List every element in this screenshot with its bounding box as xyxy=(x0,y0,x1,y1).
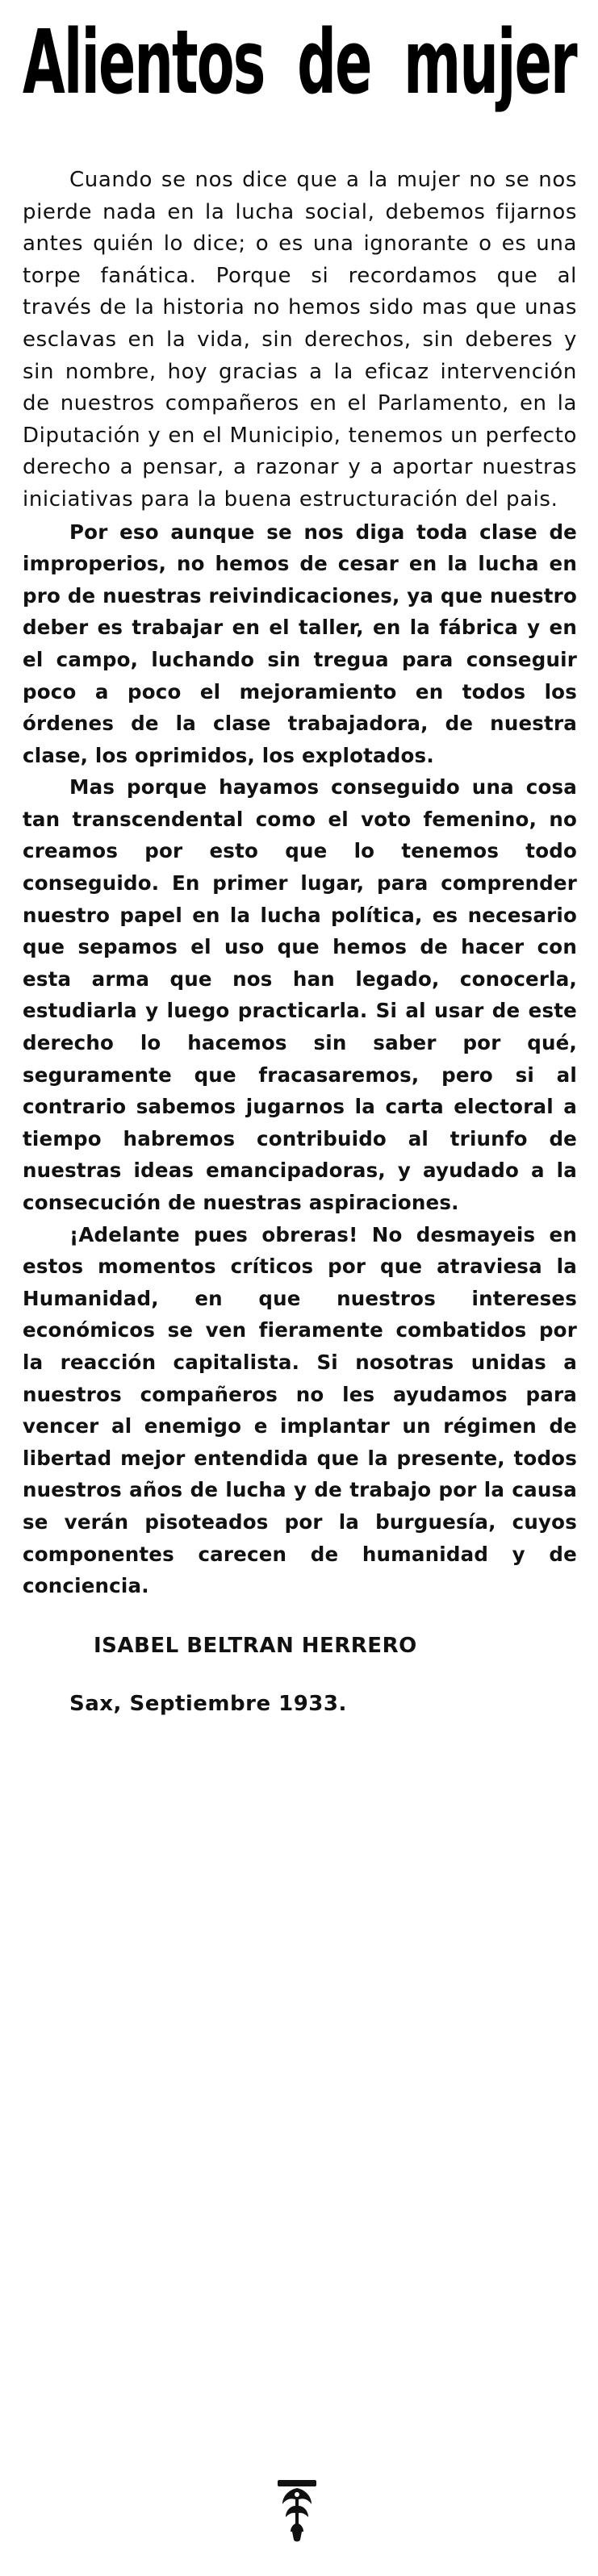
headline-word-3: mujer xyxy=(404,10,576,114)
paragraph-1: Cuando se nos dice que a la mujer no se nos pierde nada en la lucha social, debemos fijarnos antes quién lo dice; o es una ignorante o es una torpe fanática. Porque si recordamos que al través de la historia no hemos sido mas que unas esclavas en la vida, sin derechos, sin deberes y sin nombre, hoy gracias a la eficaz intervención de nuestros compañeros en el Parlamento, en la Diputación y en el Municipio, tenemos un perfecto derecho a pensar, a razonar y a aportar nuestras iniciativas para la buena estructuración del pais. xyxy=(23,168,577,511)
paragraph-4: ¡Adelante pues obreras! No desmayeis en estos momentos críticos por que atraviesa la Humanidad, en que nuestros intereses económicos se ven fieramente combatidos por la reacción capitalista. Si nosotras unidas a nuestros compañeros no les ayudamos para vencer al enemigo e implantar un régimen de libertad mejor entendida que la presente, todos nuestros años de lucha y de trabajo por la causa se verán pisoteados por la burguesía, cuyos componentes carecen de humanidad y de conciencia. xyxy=(23,1222,577,1598)
headline-word-2: de xyxy=(297,10,371,114)
floral-ornament-icon xyxy=(274,2478,320,2543)
author-signature: ISABEL BELTRAN HERRERO xyxy=(94,1633,417,1658)
paragraph-2: Por eso aunque se nos diga toda clase de improperios, no hemos de cesar en la lucha en pro de nuestras reivindicaciones, ya que nuestro deber es trabajar en el taller, en la fábrica y en el campo, luchando sin tregua para conseguir poco a poco el mejoramiento en todos los órdenes de la clase trabajadora, de nuestra clase, los oprimidos, los explotados. xyxy=(23,520,577,767)
article-body xyxy=(23,165,577,1720)
article-headline xyxy=(23,10,576,114)
paragraph-3: Mas porque hayamos conseguido una cosa tan transcendental como el voto femenino, no creamos por esto que lo tenemos todo conseguido. En primer lugar, para comprender nuestro papel en la lucha política, es necesario que sepamos el uso que hemos de hacer con esta arma que nos han legado, conocerla, estudiarla y luego practicarla. Si al usar de este derecho lo hacemos sin saber por qué, seguramente que fracasaremos, pero si al contrario sabemos jugarnos la carta electoral a tiempo habremos contribuido al triunfo de nuestras ideas emancipadoras, y ayudado a la consecución de nuestras aspiraciones. xyxy=(23,775,577,1214)
headline-word-1: Alientos xyxy=(23,10,265,114)
dateline: Sax, Septiembre 1933. xyxy=(69,1691,347,1716)
